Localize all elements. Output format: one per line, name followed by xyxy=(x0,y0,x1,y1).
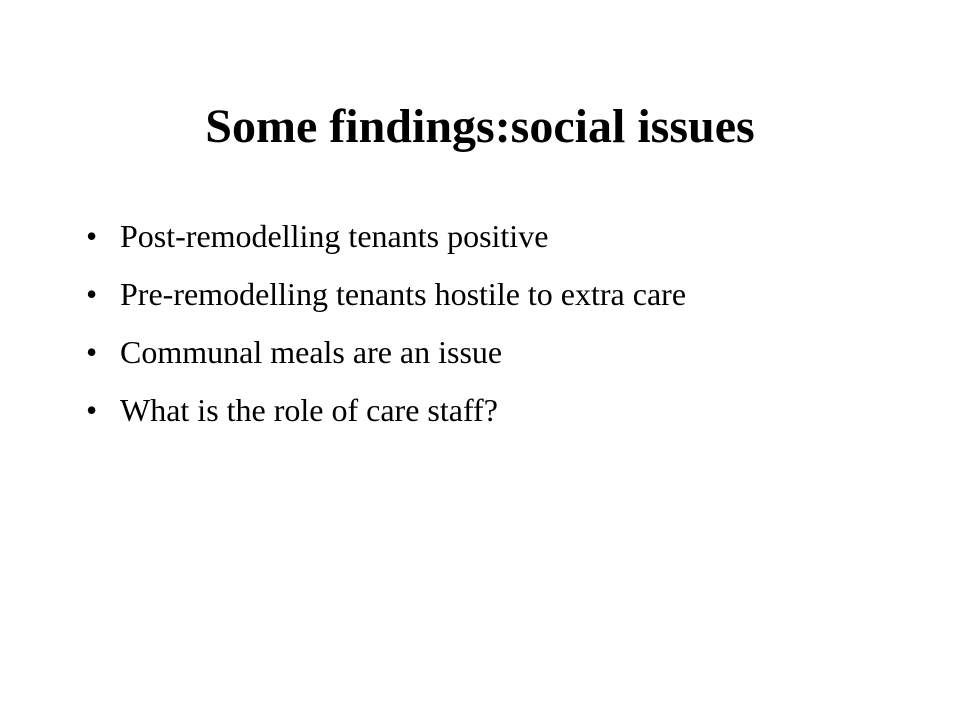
bullet-item xyxy=(86,216,926,274)
bullet-text: Pre-remodelling tenants hostile to extra care xyxy=(120,276,687,312)
bullet-text: What is the role of care staff? xyxy=(120,392,498,428)
bullet-list xyxy=(86,216,926,448)
bullet-icon: • xyxy=(86,334,98,370)
bullet-item xyxy=(86,332,926,390)
bullet-text: Post-remodelling tenants positive xyxy=(120,218,549,254)
bullet-item xyxy=(86,390,926,448)
bullet-icon: • xyxy=(86,392,98,428)
bullet-icon: • xyxy=(86,218,98,254)
bullet-icon: • xyxy=(86,276,98,312)
bullet-text: Communal meals are an issue xyxy=(120,334,503,370)
slide-title: Some findings:social issues xyxy=(205,100,755,153)
bullet-item xyxy=(86,274,926,332)
